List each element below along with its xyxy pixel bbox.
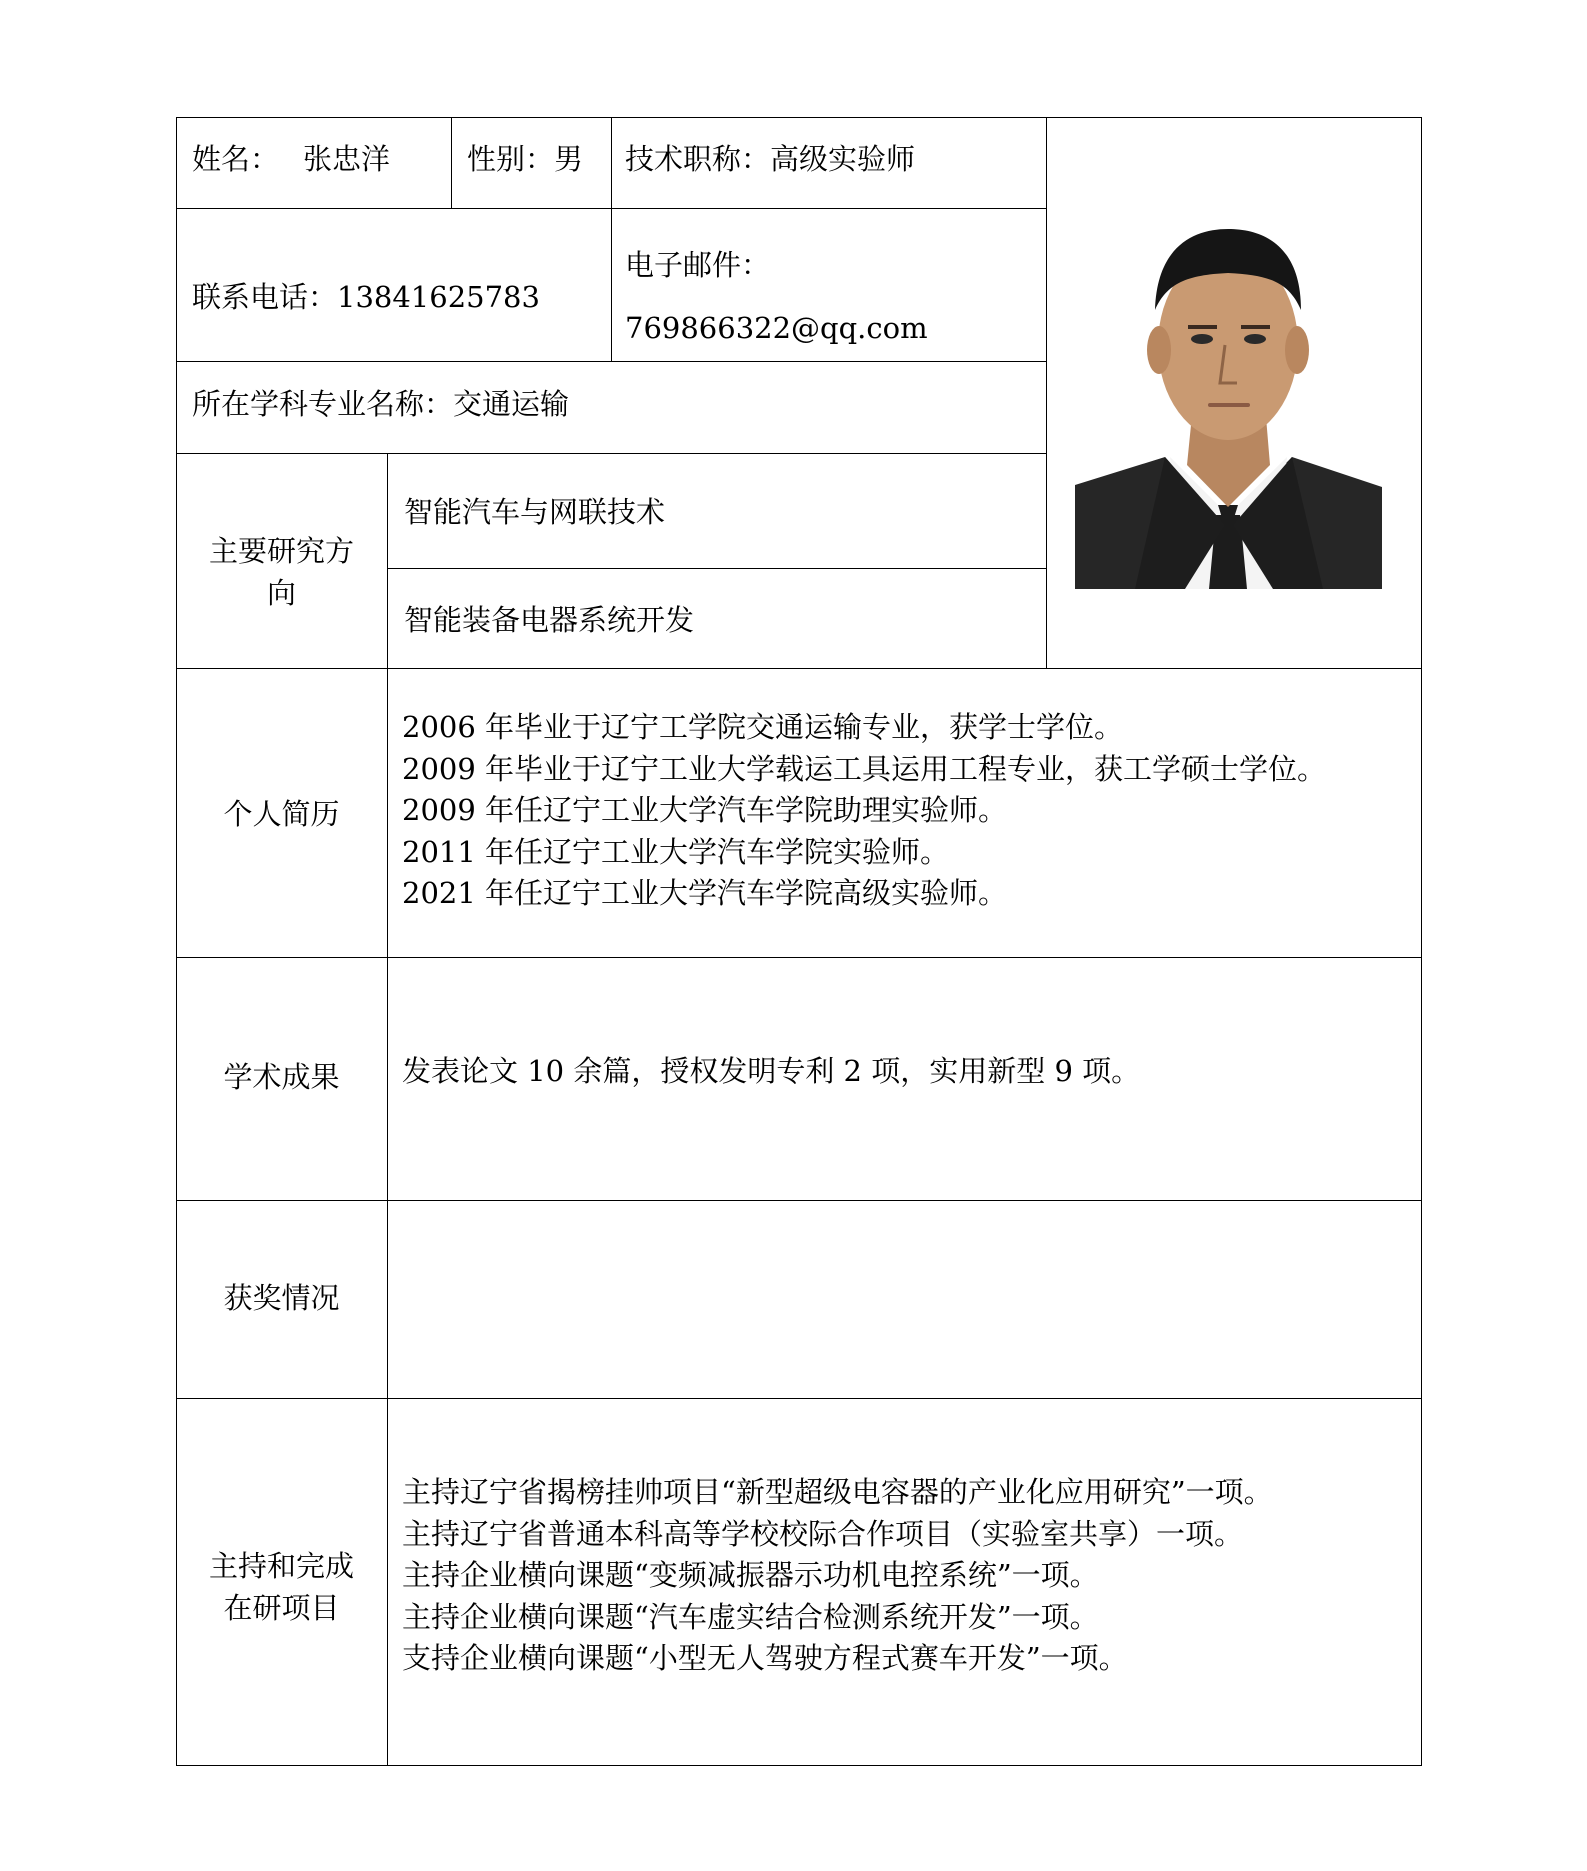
resume-line: 2011 年任辽宁工业大学汽车学院实验师。 [402, 834, 950, 869]
resume-line: 2009 年毕业于辽宁工业大学载运工具运用工程专业，获工学硕士学位。 [402, 751, 1327, 786]
achievements-label: 学术成果 [223, 1060, 340, 1094]
research-item-2: 智能装备电器系统开发 [404, 603, 695, 637]
project-line: 主持企业横向课题“变频减振器示功机电控系统”一项。 [402, 1558, 1099, 1592]
project-line: 主持企业横向课题“汽车虚实结合检测系统开发”一项。 [402, 1599, 1099, 1634]
phone-field: 联系电话：13841625783 [192, 280, 540, 314]
rule-label-column [387, 453, 388, 1765]
rule-gender-title [611, 117, 612, 361]
name-label: 姓名： [192, 142, 280, 176]
title-field: 技术职称：高级实验师 [625, 142, 916, 176]
rule-research-split [387, 568, 1046, 569]
rule-row7 [176, 1398, 1421, 1399]
projects-lines [402, 1472, 1273, 1680]
rule-name-gender [451, 117, 452, 208]
resume-line: 2009 年任辽宁工业大学汽车学院助理实验师。 [402, 793, 1008, 827]
research-item-1: 智能汽车与网联技术 [404, 495, 666, 529]
rule-row5 [176, 957, 1421, 958]
table-border-right [1421, 117, 1422, 1766]
projects-label-line1: 主持和完成 [208, 1549, 354, 1583]
project-line: 支持企业横向课题“小型无人驾驶方程式赛车开发”一项。 [402, 1641, 1128, 1675]
research-label [176, 530, 387, 614]
projects-label-line2: 在研项目 [223, 1591, 340, 1625]
rule-row6 [176, 1200, 1421, 1201]
email-label: 电子邮件： [625, 248, 771, 282]
rule-row2 [176, 361, 1046, 362]
portrait-photo [1075, 225, 1382, 589]
project-line: 主持辽宁省揭榜挂帅项目“新型超级电容器的产业化应用研究”一项。 [402, 1475, 1273, 1509]
table-border-top [176, 117, 1421, 118]
resume-lines [402, 707, 1326, 915]
gender-field: 性别：男 [467, 142, 584, 176]
discipline-field: 所在学科专业名称：交通运输 [192, 387, 570, 421]
email-value: 769866322@qq.com [625, 311, 928, 345]
projects-label [176, 1545, 387, 1629]
name-value: 张忠洋 [303, 142, 391, 176]
research-label-line1: 主要研究方 [208, 534, 354, 568]
research-label-line2: 向 [266, 576, 296, 610]
achievements-text: 发表论文 10 余篇，授权发明专利 2 项，实用新型 9 项。 [402, 1054, 1141, 1088]
project-line: 主持辽宁省普通本科高等学校校际合作项目（实验室共享）一项。 [402, 1516, 1244, 1551]
resume-line: 2021 年任辽宁工业大学汽车学院高级实验师。 [402, 876, 1008, 910]
rule-row3 [176, 453, 1046, 454]
awards-label: 获奖情况 [223, 1281, 340, 1315]
table-border-bottom [176, 1765, 1421, 1766]
table-border-left [176, 117, 177, 1766]
resume-label: 个人简历 [223, 797, 340, 831]
rule-photo-left [1046, 117, 1047, 668]
rule-row4 [176, 668, 1421, 669]
resume-line: 2006 年毕业于辽宁工学院交通运输专业，获学士学位。 [402, 710, 1124, 744]
